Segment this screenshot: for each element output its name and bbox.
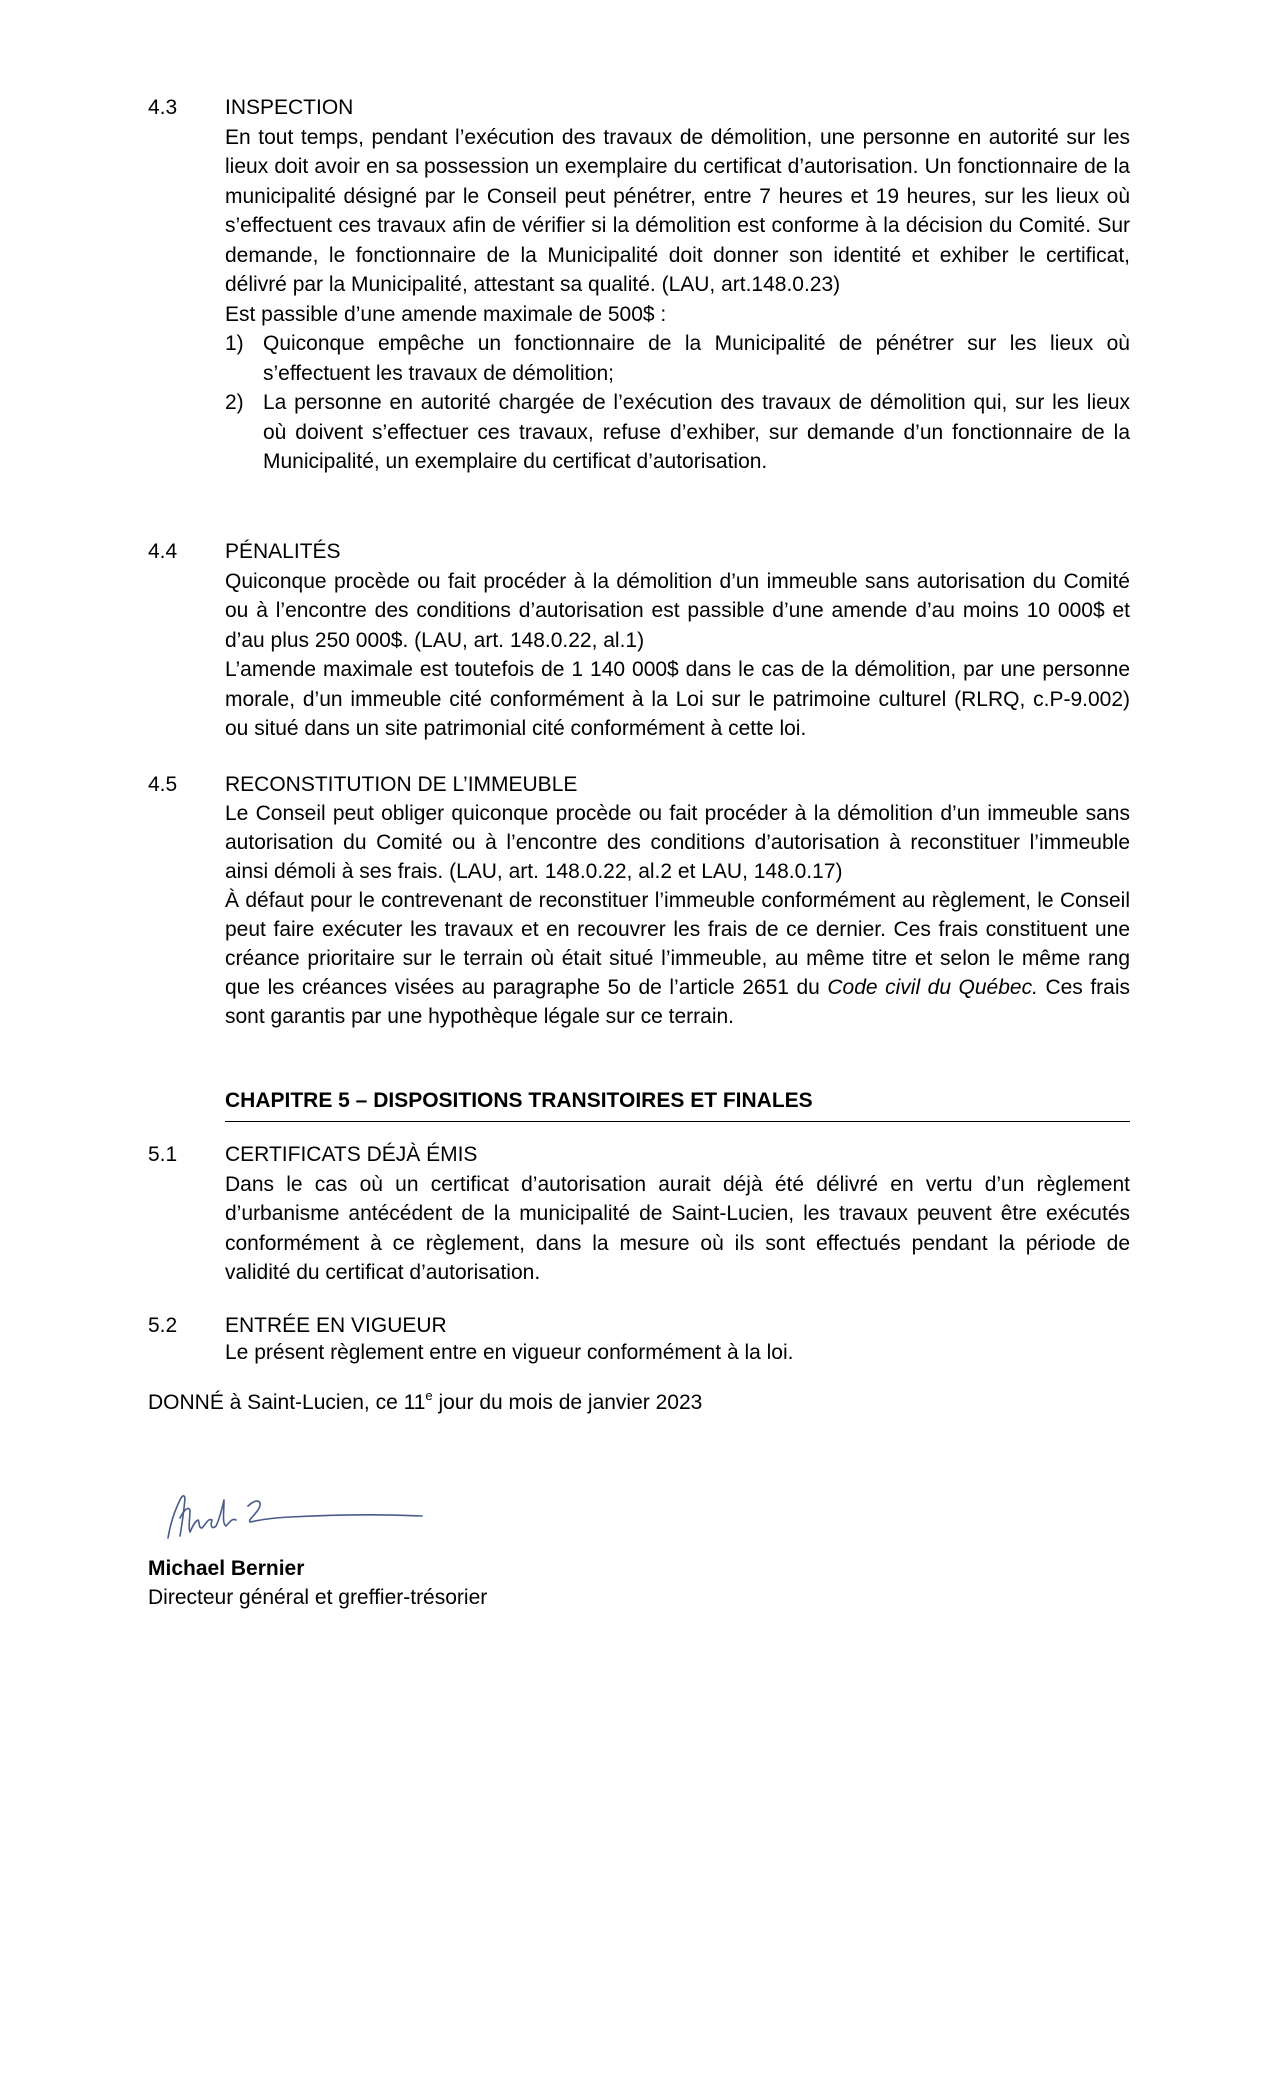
list-item-number: 2) xyxy=(225,391,244,414)
paragraph: Le Conseil peut obliger quiconque procède ou fait procéder à la démolition d’un immeuble sans autorisation du Comité ou à l’encontre des conditions d’autorisation à reconstituer l’immeuble ainsi démoli à ses frais. (LAU, art. 148.0.22, al.2 et LAU, 148.0.17) xyxy=(225,802,1130,883)
italic-citation: Code civil du Québec. xyxy=(827,976,1038,999)
given-text: DONNÉ à Saint-Lucien, ce 11 xyxy=(148,1391,426,1414)
signatory-title: Directeur général et greffier-trésorier xyxy=(148,1586,488,1609)
list-item xyxy=(225,329,1130,388)
paragraph: L’amende maximale est toutefois de 1 140 000$ dans le cas de la démolition, par une personne morale, d’un immeuble cité conformément à la Loi sur le patrimoine culturel (RLRQ, c.P-9.002) ou situé dans un site patrimonial cité conformément à cette loi. xyxy=(225,658,1130,740)
given-text: jour du mois de janvier 2023 xyxy=(432,1391,703,1414)
section-number: 5.2 xyxy=(148,1314,178,1337)
section-4-4 xyxy=(148,537,1130,744)
paragraph-text: À défaut pour le contrevenant de reconstituer l’immeuble conformément au règlement, le Conseil peut faire exécuter les travaux et en recouvrer les frais de ce dernier. Ces frais constituent une créance prioritaire sur le terrain où était situé l’immeuble, au même titre et selon le même rang que les créances visées au paragraphe 5o de l’article 2651 du xyxy=(225,889,1130,999)
ordinal-superscript: e xyxy=(425,1388,433,1403)
section-4-3 xyxy=(148,93,1130,477)
paragraph-text: Ces frais sont garantis par une hypothèque légale sur ce terrain. xyxy=(225,976,1131,1028)
paragraph: Est passible d’une amende maximale de 500$ : xyxy=(225,302,667,326)
list-item-number: 1) xyxy=(225,332,244,355)
section-5-2 xyxy=(148,1312,1130,1366)
section-title: CERTIFICATS DÉJÀ ÉMIS xyxy=(225,1143,478,1166)
given-at-line xyxy=(148,1388,702,1417)
paragraph: En tout temps, pendant l’exécution des travaux de démolition, une personne en autorité sur les lieux doit avoir en sa possession un exemplaire du certificat d’autorisation. Un fonctionnaire de la municipalité désigné par le Conseil peut pénétrer, entre 7 heures et 19 heures, sur les lieux où s’effectuent ces travaux afin de vérifier si la démolition est conforme à la décision du Comité. Sur demande, le fonctionnaire de la Municipalité doit donner son identité et exhiber le certificat, délivré par la Municipalité, attestant sa qualité. (LAU, art.148.0.23) xyxy=(225,125,1130,296)
section-number: 4.3 xyxy=(148,96,178,119)
section-number: 4.5 xyxy=(148,773,178,796)
section-title: ENTRÉE EN VIGUEUR xyxy=(225,1314,447,1337)
chapter-heading: CHAPITRE 5 – DISPOSITIONS TRANSITOIRES ET FINALES xyxy=(225,1086,1130,1122)
handwritten-signature-icon xyxy=(160,1488,430,1548)
section-5-1 xyxy=(148,1140,1130,1288)
section-number: 5.1 xyxy=(148,1143,178,1166)
section-title: INSPECTION xyxy=(225,96,354,119)
paragraph: Dans le cas où un certificat d’autorisation aurait déjà été délivré en vertu d’un règlement d’urbanisme antécédent de la municipalité de Saint-Lucien, les travaux peuvent être exécutés conformément à ce règlement, dans la mesure où ils sont effectués pendant la période de validité du certificat d’autorisation. xyxy=(225,1172,1130,1284)
paragraph xyxy=(225,886,1130,1031)
section-4-5 xyxy=(148,770,1130,1031)
paragraph: Le présent règlement entre en vigueur conformément à la loi. xyxy=(225,1341,794,1364)
section-title: RECONSTITUTION DE L’IMMEUBLE xyxy=(225,773,578,796)
paragraph: Quiconque procède ou fait procéder à la démolition d’un immeuble sans autorisation du Comité ou à l’encontre des conditions d’autorisation est passible d’une amende d’au moins 10 000$ et d’au plus 250 000$. (LAU, art. 148.0.22, al.1) xyxy=(225,569,1130,652)
section-title: PÉNALITÉS xyxy=(225,540,341,563)
list-item-text: La personne en autorité chargée de l’exécution des travaux de démolition qui, sur les lieux où doivent s’effectuer ces travaux, refuse d’exhiber, sur demande d’un fonctionnaire de la Municipalité, un exemplaire du certificat d’autorisation. xyxy=(263,391,1130,473)
list-item-text: Quiconque empêche un fonctionnaire de la Municipalité de pénétrer sur les lieux où s’effectuent les travaux de démolition; xyxy=(263,332,1130,385)
section-number: 4.4 xyxy=(148,540,178,563)
list-item xyxy=(225,388,1130,477)
signatory-name: Michael Bernier xyxy=(148,1557,305,1580)
